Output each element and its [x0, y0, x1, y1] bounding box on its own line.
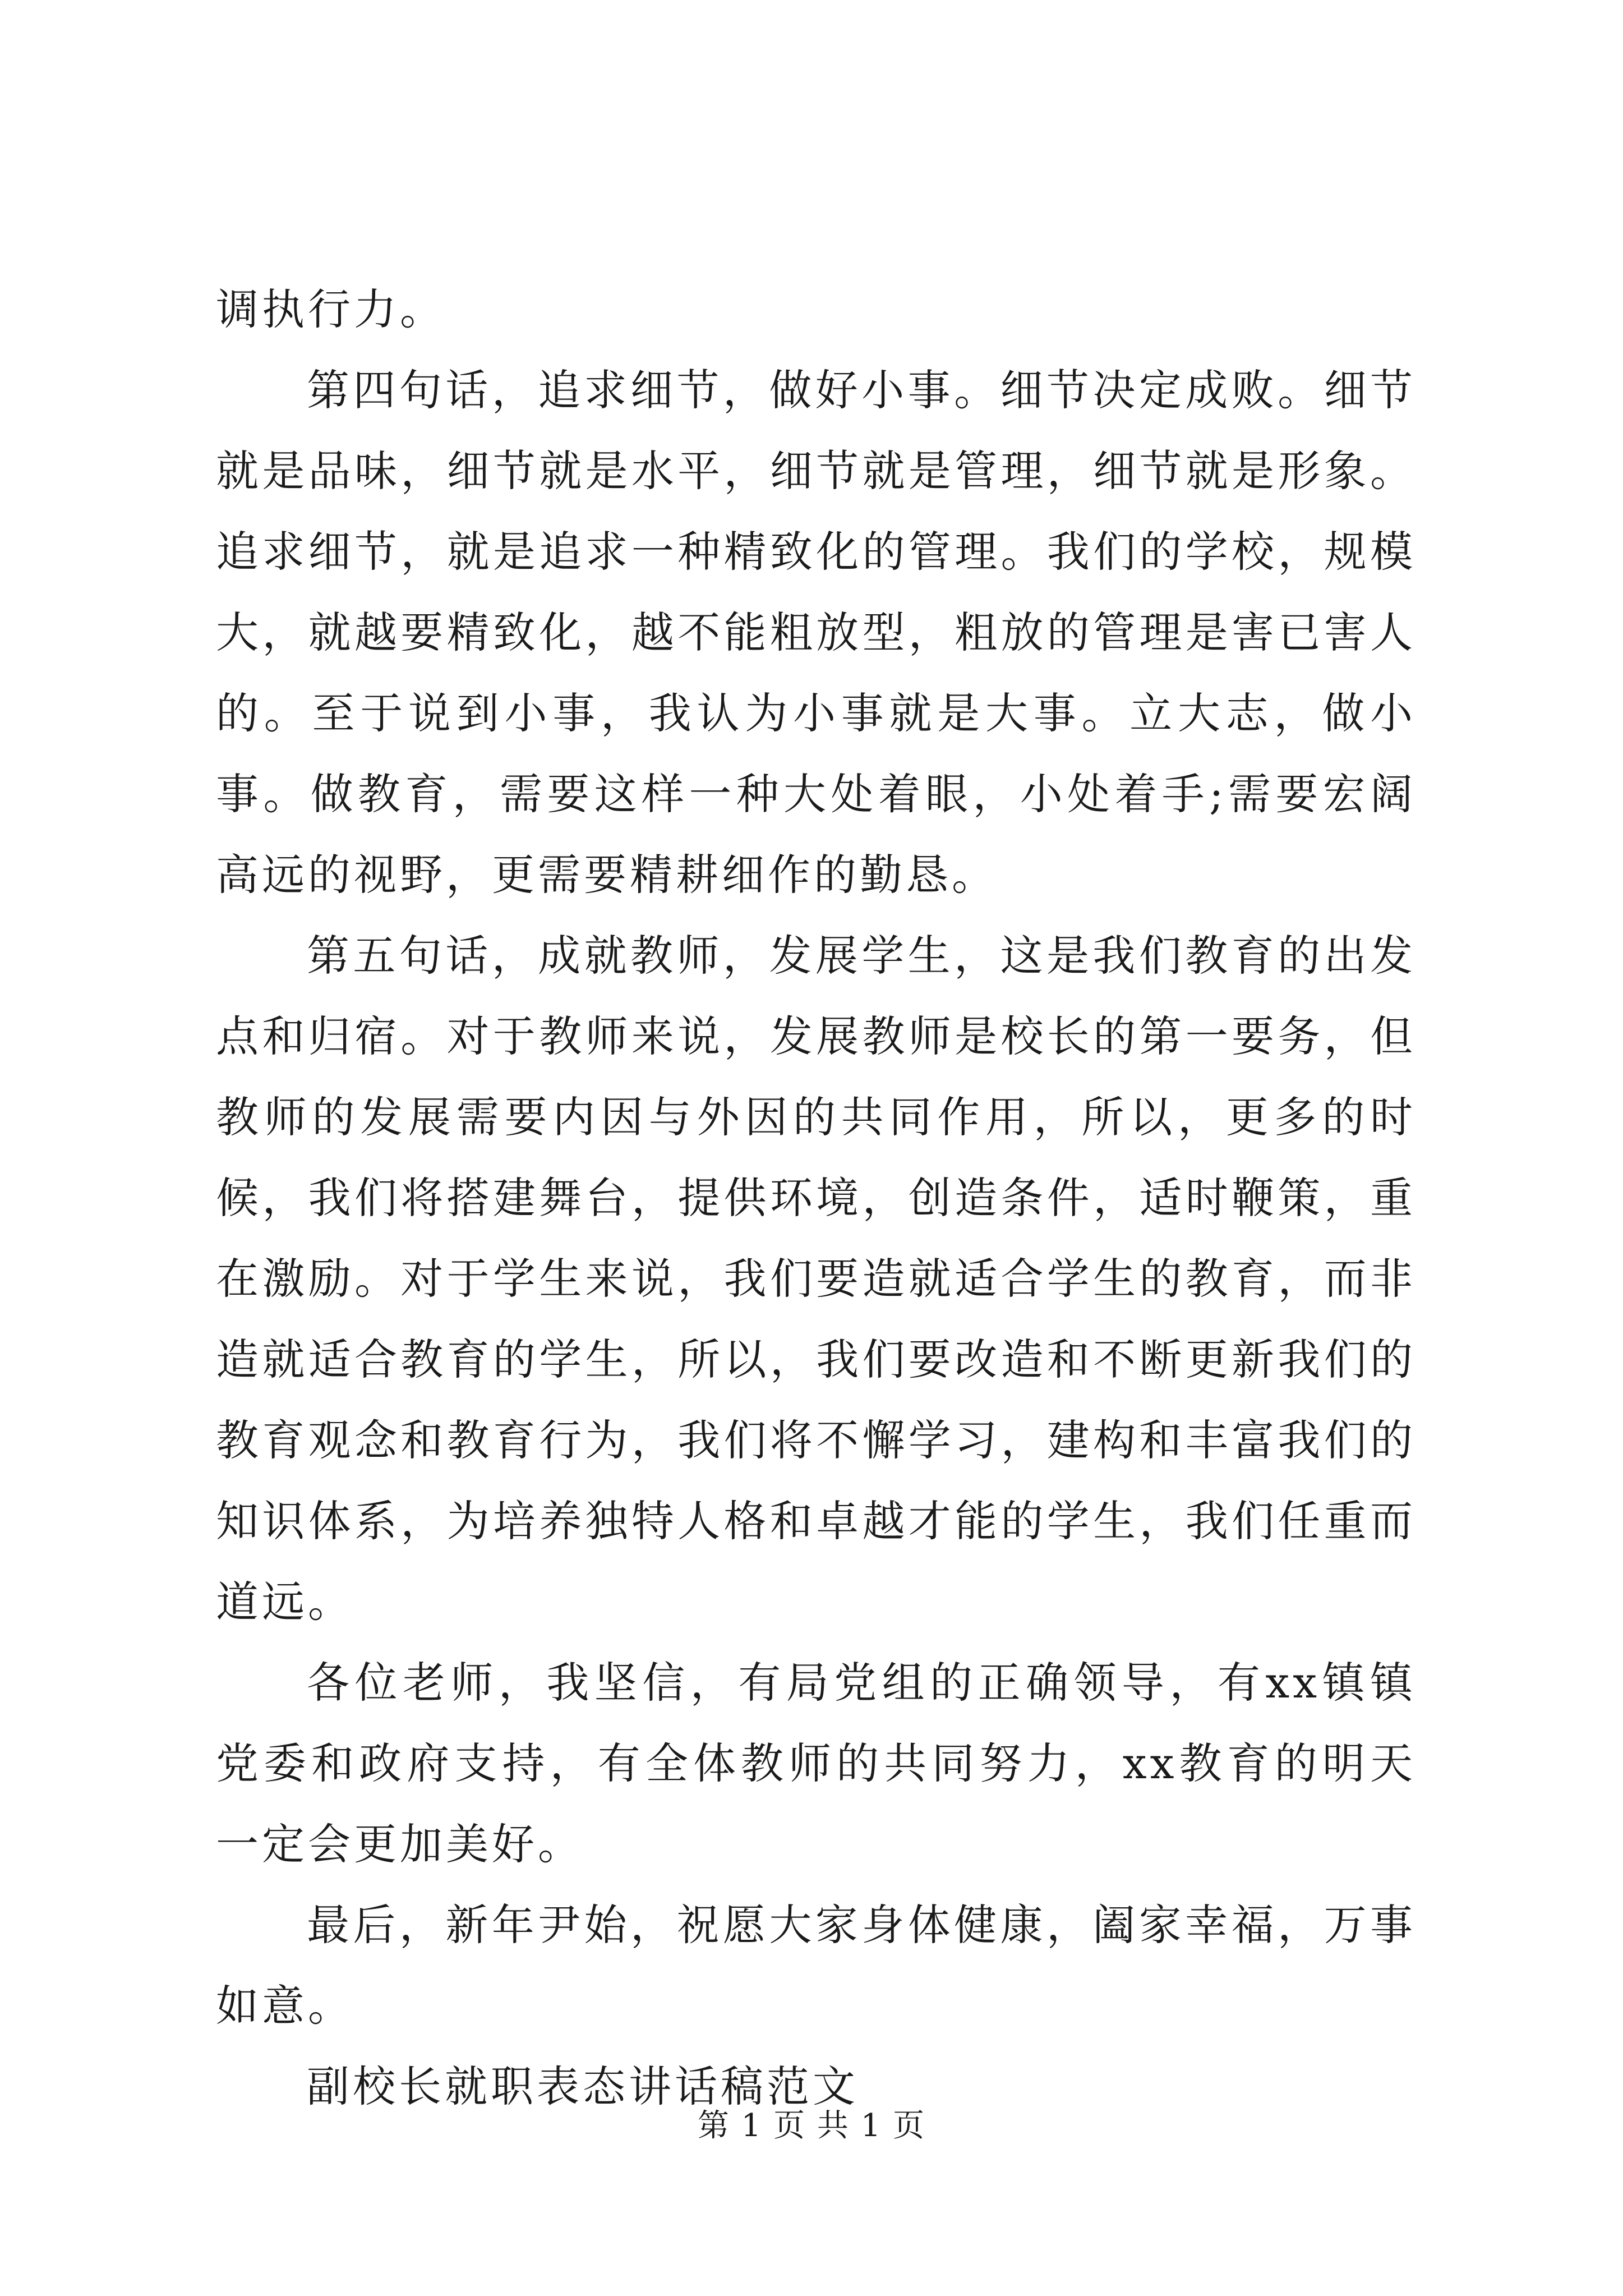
closing-title: 副校长就职表态讲话稿范文	[307, 2062, 859, 2111]
paragraph-fifth-point: 第五句话，成就教师，发展学生，这是我们教育的出发点和归宿。对于教师来说，发展教师是校长的第一要务，但教师的发展需要内因与外因的共同作用，所以，更多的时候，我们将搭建舞台，提供环境，创造条件，适时鞭策，重在激励。对于学生来说，我们要造就适合学生的教育，而非造就适合教育的学生，所以，我们要改造和不断更新我们的教育观念和教育行为，我们将不懈学习，建构和丰富我们的知识体系，为培养独特人格和卓越才能的学生，我们任重而道远。	[216, 931, 1416, 1627]
paragraph-belief: 各位老师，我坚信，有局党组的正确领导，有xx镇镇党委和政府支持，有全体教师的共同努力，xx教育的明天一定会更加美好。	[216, 1658, 1416, 1869]
paragraph-continuation: 调执行力。	[216, 284, 446, 334]
page-number-footer: 第 1 页 共 1 页	[697, 2108, 926, 2144]
paragraph-fourth-point: 第四句话，追求细节，做好小事。细节决定成败。细节就是品味，细节就是水平，细节就是管理，细节就是形象。追求细节，就是追求一种精致化的管理。我们的学校，规模大，就越要精致化，越不能粗放型，粗放的管理是害已害人的。至于说到小事，我认为小事就是大事。立大志，做小事。做教育，需要这样一种大处着眼，小处着手;需要宏阔高远的视野，更需要精耕细作的勤恳。	[216, 365, 1416, 900]
paragraph-closing-wishes: 最后，新年尹始，祝愿大家身体健康，阖家幸福，万事如意。	[216, 1900, 1416, 2031]
document-body	[216, 269, 1416, 2127]
